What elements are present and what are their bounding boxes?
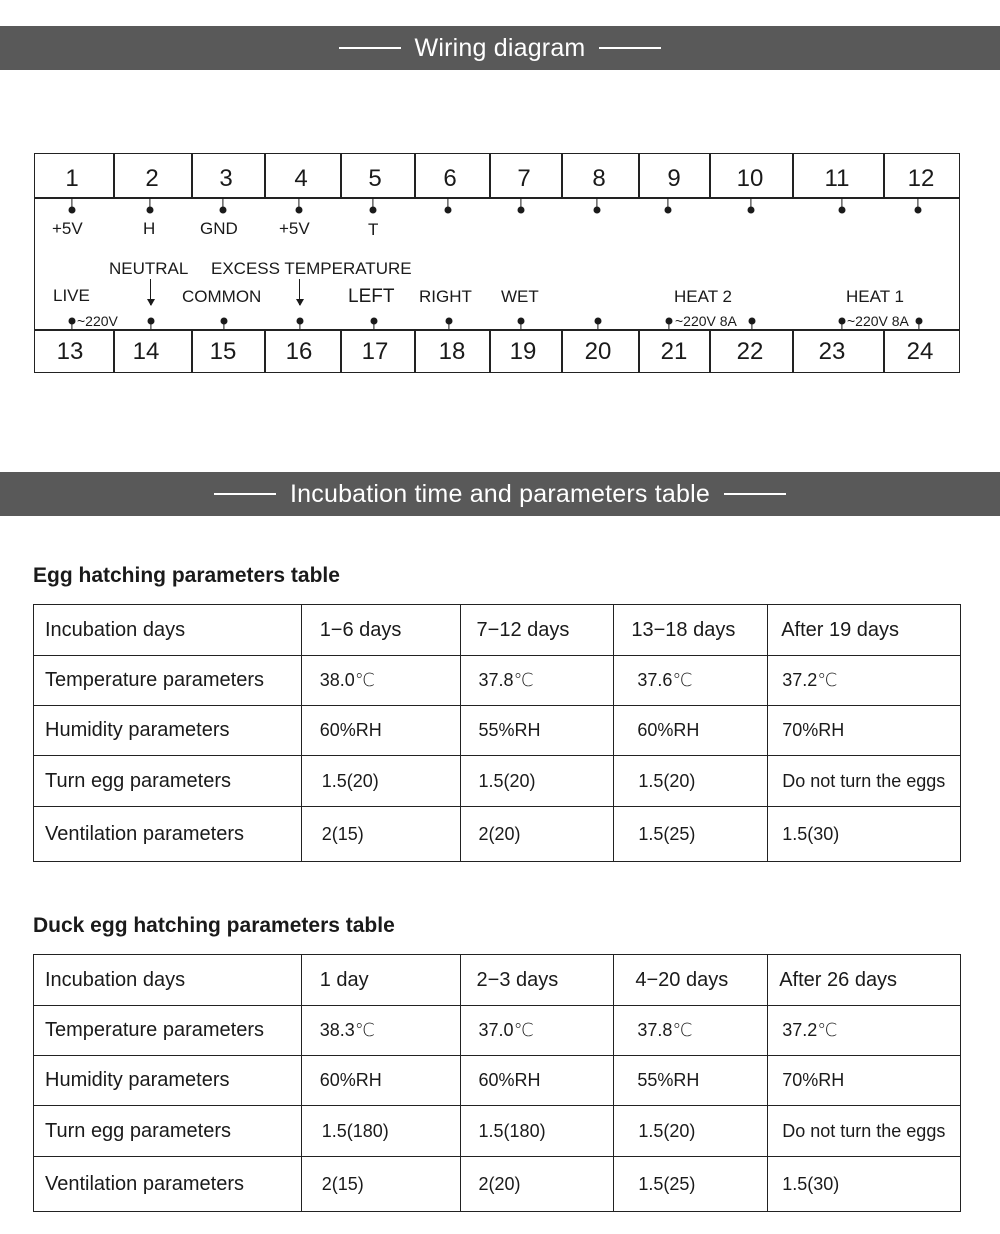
table-cell: 38.0℃ <box>301 656 460 706</box>
terminal-number: 15 <box>209 338 237 365</box>
terminal-dot <box>915 207 922 214</box>
terminal-label: +5V <box>279 219 310 238</box>
terminal-lead <box>520 321 521 329</box>
table-cell: 2(20) <box>460 1157 614 1212</box>
terminal-divider <box>709 154 711 198</box>
terminal-number: 1 <box>65 165 79 192</box>
table-cell: 2(15) <box>301 1157 460 1212</box>
table-cell: 1.5(20) <box>301 756 460 807</box>
terminal-divider <box>264 154 266 198</box>
table-cell: 1.5(180) <box>301 1106 460 1157</box>
egg-hatching-table <box>33 604 961 862</box>
table-cell: 1.5(30) <box>768 1157 961 1212</box>
terminal-number: 9 <box>667 165 681 192</box>
terminal-number: 21 <box>660 338 688 365</box>
terminal-number: 24 <box>906 338 934 365</box>
table-cell: 37.6℃ <box>614 656 768 706</box>
terminal-divider <box>883 329 885 373</box>
terminal-number: 19 <box>509 338 537 365</box>
top-row-divider <box>35 197 959 199</box>
table-cell: 55%RH <box>614 1056 768 1106</box>
table-cell: 1.5(180) <box>460 1106 614 1157</box>
table-row <box>34 656 961 706</box>
duck-table-title: Duck egg hatching parameters table <box>33 914 395 937</box>
terminal-label: T <box>368 220 379 239</box>
egg-table-title: Egg hatching parameters table <box>33 564 340 587</box>
table-cell: 37.2℃ <box>768 656 961 706</box>
terminal-dot <box>748 207 755 214</box>
arrow-down-icon <box>299 279 300 305</box>
terminal-number: 13 <box>56 338 84 365</box>
terminal-divider <box>489 154 491 198</box>
table-cell: 55%RH <box>460 706 614 756</box>
heat2-label: HEAT 2 <box>674 287 732 306</box>
table-cell: 2−3 days <box>460 955 614 1006</box>
table-cell: After 19 days <box>768 605 961 656</box>
table-row <box>34 1056 961 1106</box>
terminal-label: H <box>143 219 156 238</box>
terminal-number: 22 <box>736 338 764 365</box>
terminal-number: 3 <box>219 165 233 192</box>
table-cell: 1.5(20) <box>460 756 614 807</box>
terminal-divider <box>792 329 794 373</box>
terminal-divider <box>113 329 115 373</box>
table-cell: 60%RH <box>301 706 460 756</box>
table-row-label: Ventilation parameters <box>34 807 302 862</box>
terminal-dot <box>147 207 154 214</box>
table-cell: 1.5(20) <box>614 1106 768 1157</box>
terminal-divider <box>883 154 885 198</box>
terminal-dot <box>296 207 303 214</box>
heat1-label: HEAT 1 <box>846 287 904 306</box>
duck-egg-hatching-table <box>33 954 961 1212</box>
table-row-label: Humidity parameters <box>34 1056 302 1106</box>
banner-rule-right <box>599 47 661 49</box>
terminal-number: 20 <box>584 338 612 365</box>
terminal-number: 18 <box>438 338 466 365</box>
table-cell: 1.5(20) <box>614 756 768 807</box>
terminal-divider <box>191 329 193 373</box>
table-cell: 1.5(30) <box>768 807 961 862</box>
terminal-divider <box>414 154 416 198</box>
table-cell: 60%RH <box>460 1056 614 1106</box>
table-cell: After 26 days <box>768 955 961 1006</box>
banner-rule-right <box>724 493 786 495</box>
terminal-lead <box>150 321 151 329</box>
terminal-divider <box>792 154 794 198</box>
table-row-label: Humidity parameters <box>34 706 302 756</box>
table-row <box>34 1006 961 1056</box>
wiring-diagram-title: Wiring diagram <box>414 33 586 62</box>
terminal-label: +5V <box>52 219 83 238</box>
terminal-lead <box>841 321 842 329</box>
table-cell: 60%RH <box>301 1056 460 1106</box>
terminal-dot <box>665 207 672 214</box>
terminal-divider <box>340 329 342 373</box>
terminal-dot <box>220 207 227 214</box>
terminal-dot <box>518 207 525 214</box>
terminal-lead <box>918 321 919 329</box>
terminal-lead <box>71 321 72 329</box>
table-row-label: Temperature parameters <box>34 656 302 706</box>
terminal-divider <box>638 329 640 373</box>
terminal-number: 12 <box>907 165 935 192</box>
table-cell: 1.5(25) <box>614 1157 768 1212</box>
terminal-divider <box>561 154 563 198</box>
table-row-label: Incubation days <box>34 605 302 656</box>
terminal-lead <box>751 321 752 329</box>
table-cell: 37.8℃ <box>460 656 614 706</box>
table-cell: 60%RH <box>614 706 768 756</box>
banner-rule-left <box>339 47 401 49</box>
common-label: COMMON <box>182 287 262 306</box>
table-cell: 2(15) <box>301 807 460 862</box>
table-cell: 37.2℃ <box>768 1006 961 1056</box>
terminal-divider <box>709 329 711 373</box>
table-row <box>34 1106 961 1157</box>
terminal-number: 16 <box>285 338 313 365</box>
arrow-down-icon <box>150 279 151 305</box>
table-cell: Do not turn the eggs <box>768 1106 961 1157</box>
incubation-table-title: Incubation time and parameters table <box>290 479 710 508</box>
terminal-number: 10 <box>736 165 764 192</box>
table-cell: 37.8℃ <box>614 1006 768 1056</box>
terminal-number: 14 <box>132 338 160 365</box>
table-cell: 4−20 days <box>614 955 768 1006</box>
terminal-divider <box>638 154 640 198</box>
banner-rule-left <box>214 493 276 495</box>
table-cell: 37.0℃ <box>460 1006 614 1056</box>
terminal-dot <box>445 207 452 214</box>
terminal-number: 4 <box>294 165 308 192</box>
table-row <box>34 1157 961 1212</box>
table-cell: 1.5(25) <box>614 807 768 862</box>
terminal-number: 8 <box>592 165 606 192</box>
wiring-diagram <box>34 153 960 373</box>
table-cell: 70%RH <box>768 1056 961 1106</box>
table-row-label: Ventilation parameters <box>34 1157 302 1212</box>
table-row-label: Turn egg parameters <box>34 756 302 807</box>
table-row <box>34 756 961 807</box>
table-cell: 1 day <box>301 955 460 1006</box>
terminal-label: GND <box>200 219 238 238</box>
terminal-number: 2 <box>145 165 159 192</box>
table-row-label: Incubation days <box>34 955 302 1006</box>
table-row-label: Turn egg parameters <box>34 1106 302 1157</box>
wet-label: WET <box>501 287 539 306</box>
wiring-diagram-banner <box>0 26 1000 70</box>
terminal-lead <box>597 321 598 329</box>
terminal-lead <box>299 321 300 329</box>
terminal-lead <box>223 321 224 329</box>
terminal-divider <box>340 154 342 198</box>
terminal-number: 5 <box>368 165 382 192</box>
right-label: RIGHT <box>419 287 472 306</box>
terminal-number: 7 <box>517 165 531 192</box>
table-cell: 70%RH <box>768 706 961 756</box>
terminal-divider <box>414 329 416 373</box>
table-row <box>34 955 961 1006</box>
table-row-label: Temperature parameters <box>34 1006 302 1056</box>
terminal-dot <box>370 207 377 214</box>
neutral-label: NEUTRAL <box>109 259 189 278</box>
voltage-label: ~220V <box>77 313 118 329</box>
bottom-row-divider <box>35 329 959 331</box>
table-cell: Do not turn the eggs <box>768 756 961 807</box>
terminal-dot <box>69 207 76 214</box>
terminal-lead <box>668 321 669 329</box>
terminal-number: 23 <box>818 338 846 365</box>
excess-temperature-label: EXCESS TEMPERATURE <box>211 259 412 278</box>
terminal-divider <box>561 329 563 373</box>
terminal-number: 11 <box>824 165 850 192</box>
terminal-number: 6 <box>443 165 457 192</box>
incubation-table-banner <box>0 472 1000 516</box>
voltage-label: ~220V 8A <box>847 313 909 329</box>
terminal-lead <box>373 321 374 329</box>
terminal-divider <box>264 329 266 373</box>
table-cell: 38.3℃ <box>301 1006 460 1056</box>
terminal-divider <box>191 154 193 198</box>
terminal-divider <box>489 329 491 373</box>
terminal-number: 17 <box>361 338 389 365</box>
terminal-divider <box>113 154 115 198</box>
left-label: LEFT <box>348 286 395 307</box>
table-row <box>34 807 961 862</box>
table-cell: 7−12 days <box>460 605 614 656</box>
terminal-dot <box>594 207 601 214</box>
table-row <box>34 605 961 656</box>
terminal-lead <box>448 321 449 329</box>
live-label: LIVE <box>53 286 90 305</box>
table-cell: 13−18 days <box>614 605 768 656</box>
table-row <box>34 706 961 756</box>
table-cell: 1−6 days <box>301 605 460 656</box>
voltage-label: ~220V 8A <box>675 313 737 329</box>
terminal-dot <box>839 207 846 214</box>
table-cell: 2(20) <box>460 807 614 862</box>
